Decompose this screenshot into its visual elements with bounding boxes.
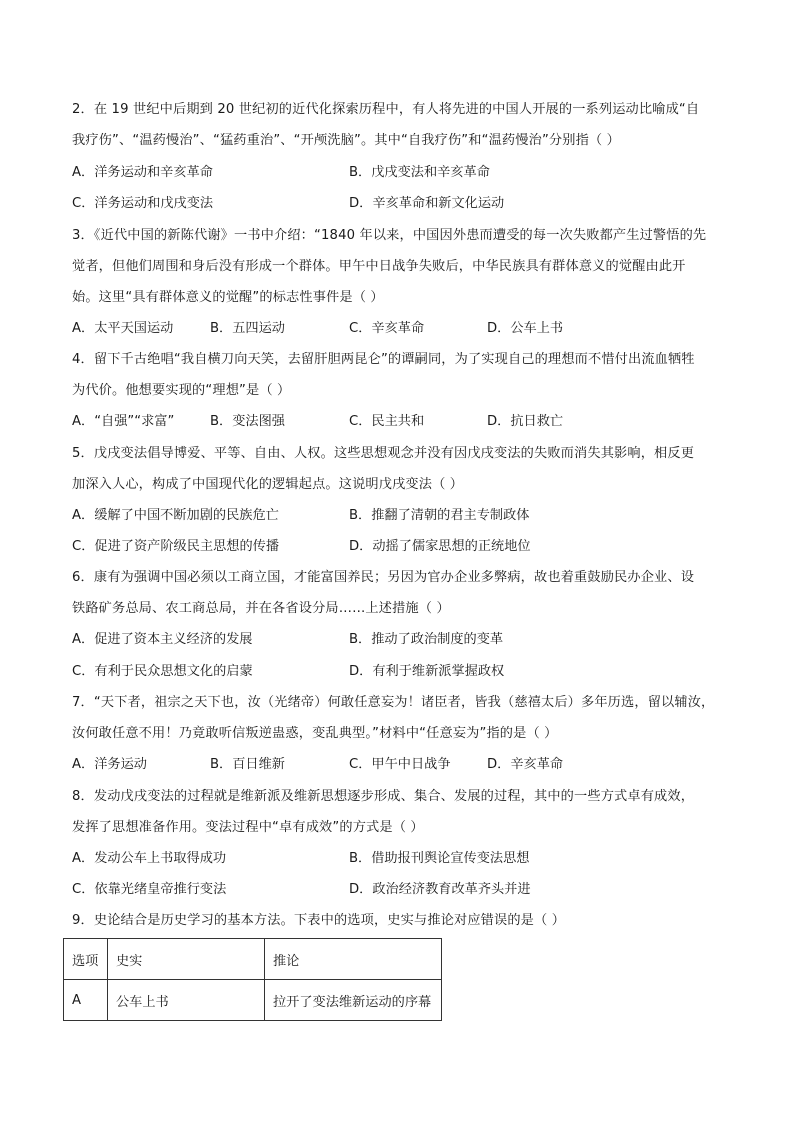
q4-option-a: A．“自强”“求富” xyxy=(72,414,175,429)
q6-stem-line1: 6．康有为强调中国必须以工商立国，才能富国养民；另因为官办企业多弊病，故也着重鼓励民办企业、设 xyxy=(72,570,695,585)
table-cell-inference: 拉开了变法维新运动的序幕 xyxy=(265,980,442,1021)
q2-option-a: A．洋务运动和辛亥革命 xyxy=(72,165,213,180)
q4-option-b: B．变法图强 xyxy=(210,414,285,429)
q5-stem-line1: 5．戊戌变法倡导博爱、平等、自由、人权。这些思想观念并没有因戊戌变法的失败而消失其影响，相反更 xyxy=(72,446,695,461)
q9-table xyxy=(63,938,442,1021)
table-header-fact: 史实 xyxy=(108,939,265,980)
q7-option-a: A．洋务运动 xyxy=(72,757,147,772)
q8-option-a: A．发动公车上书取得成功 xyxy=(72,851,227,866)
q6-option-d: D．有利于维新派掌握政权 xyxy=(349,664,505,679)
q2-option-b: B．戊戌变法和辛亥革命 xyxy=(349,165,490,180)
q6-option-b: B．推动了政治制度的变革 xyxy=(349,632,504,647)
q3-option-b: B．五四运动 xyxy=(210,321,285,336)
table-cell-fact: 公车上书 xyxy=(108,980,265,1021)
q3-stem-line2: 觉者，但他们周围和身后没有形成一个群体。甲午中日战争失败后，中华民族具有群体意义的觉醒由此开 xyxy=(72,259,686,274)
q5-option-b: B．推翻了清朝的君主专制政体 xyxy=(349,508,530,523)
q9-stem-line1: 9．史论结合是历史学习的基本方法。下表中的选项，史实与推论对应错误的是（ ） xyxy=(72,913,566,928)
q4-stem-line2: 为代价。他想要实现的“理想”是（ ） xyxy=(72,383,291,398)
q3-option-c: C．辛亥革命 xyxy=(349,321,425,336)
q8-option-d: D．政治经济教育改革齐头并进 xyxy=(349,882,531,897)
table-row xyxy=(64,980,442,1021)
q4-option-c: C．民主共和 xyxy=(349,414,425,429)
q2-option-c: C．洋务运动和戊戌变法 xyxy=(72,196,214,211)
q8-stem-line2: 发挥了思想准备作用。变法过程中“卓有成效”的方式是（ ） xyxy=(72,820,424,835)
q5-option-c: C．促进了资产阶级民主思想的传播 xyxy=(72,539,280,554)
q3-stem-line1: 3．《近代中国的新陈代谢》一书中介绍：“1840 年以来，中国因外患而遭受的每一次失败都产生过警悟的先 xyxy=(72,228,707,243)
q2-stem-line1: 2．在 19 世纪中后期到 20 世纪初的近代化探索历程中，有人将先进的中国人开展的一系列运动比喻成“自 xyxy=(72,102,700,117)
q6-stem-line2: 铁路矿务总局、农工商总局，并在各省设分局……上述措施（ ） xyxy=(72,601,450,616)
q7-stem-line1: 7．“天下者，祖宗之天下也，汝（光绪帝）何敢任意妄为！诸臣者，皆我（慈禧太后）多年历选，留以辅汝， xyxy=(72,695,715,710)
q7-option-b: B．百日维新 xyxy=(210,757,285,772)
q6-option-c: C．有利于民众思想文化的启蒙 xyxy=(72,664,253,679)
q2-option-d: D．辛亥革命和新文化运动 xyxy=(349,196,505,211)
q8-option-b: B．借助报刊舆论宣传变法思想 xyxy=(349,851,530,866)
q2-stem-line2: 我疗伤”、“温药慢治”、“猛药重治”、“开颅洗脑”。其中“自我疗伤”和“温药慢治”分别指（ ） xyxy=(72,133,620,148)
q4-stem-line1: 4．留下千古绝唱“我自横刀向天笑，去留肝胆两昆仑”的谭嗣同，为了实现自己的理想而不惜付出流血牺牲 xyxy=(72,352,695,367)
q5-option-a: A．缓解了中国不断加剧的民族危亡 xyxy=(72,508,279,523)
q7-option-c: C．甲午中日战争 xyxy=(349,757,451,772)
table-header-option: 选项 xyxy=(64,939,108,980)
q5-stem-line2: 加深入人心，构成了中国现代化的逻辑起点。这说明戊戌变法（ ） xyxy=(72,477,464,492)
table-header-inference: 推论 xyxy=(265,939,442,980)
q7-stem-line2: 汝何敢任意不用！乃竟敢听信叛逆蛊惑，变乱典型。”材料中“任意妄为”指的是（ ） xyxy=(72,726,558,741)
q7-option-d: D．辛亥革命 xyxy=(487,757,564,772)
q6-option-a: A．促进了资本主义经济的发展 xyxy=(72,632,253,647)
q8-option-c: C．依靠光绪皇帝推行变法 xyxy=(72,882,227,897)
q5-option-d: D．动摇了儒家思想的正统地位 xyxy=(349,539,531,554)
q4-option-d: D．抗日救亡 xyxy=(487,414,564,429)
table-cell-option: A xyxy=(64,980,108,1021)
q3-option-d: D．公车上书 xyxy=(487,321,564,336)
q3-stem-line3: 始。这里“具有群体意义的觉醒”的标志性事件是（ ） xyxy=(72,290,384,305)
q3-option-a: A．太平天国运动 xyxy=(72,321,174,336)
table-header-row xyxy=(64,939,442,980)
q8-stem-line1: 8．发动戊戌变法的过程就是维新派及维新思想逐步形成、集合、发展的过程，其中的一些方式卓有成效， xyxy=(72,789,695,804)
